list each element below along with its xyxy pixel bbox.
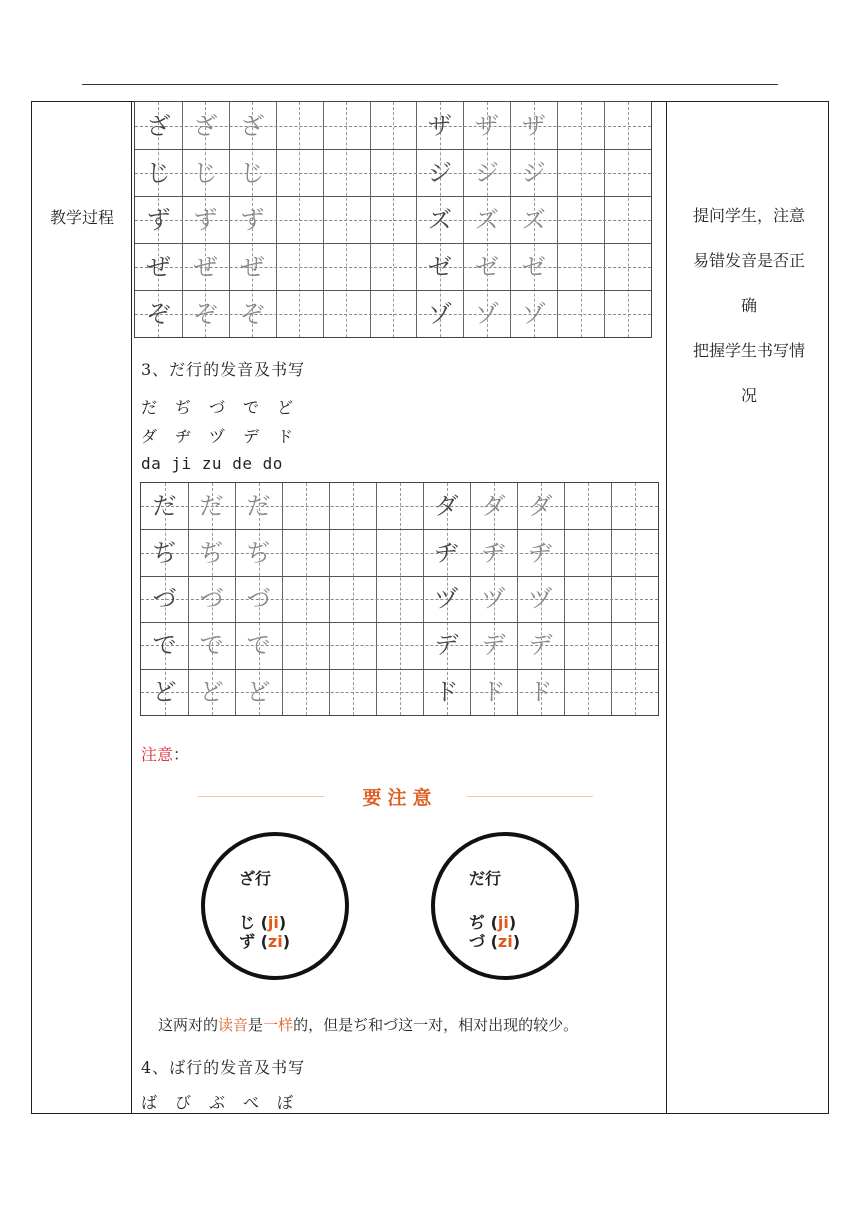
practice-kana-cell: ザ bbox=[474, 111, 499, 140]
practice-kana-cell: ザ bbox=[427, 111, 452, 140]
practice-kana-cell: ヂ bbox=[528, 538, 553, 567]
practice-kana-cell: ず bbox=[240, 205, 265, 234]
grid-row-line bbox=[141, 576, 658, 577]
grid-row-line bbox=[135, 196, 651, 197]
right-note-line: 易错发音是否正 bbox=[692, 251, 805, 270]
practice-kana-cell: デ bbox=[481, 631, 506, 660]
right-note-line: 提问学生，注意 bbox=[692, 206, 805, 225]
practice-kana-cell: ダ bbox=[528, 492, 553, 521]
practice-kana-cell: ざ bbox=[240, 111, 265, 140]
right-note-line: 况 bbox=[740, 386, 757, 405]
practice-kana-cell: で bbox=[152, 631, 177, 660]
writing-grid-za bbox=[134, 101, 652, 338]
notice-title: 要注意 bbox=[362, 787, 438, 809]
circle-title: だ行 bbox=[469, 869, 502, 888]
practice-kana-cell: づ bbox=[199, 585, 224, 613]
practice-kana-cell: ゾ bbox=[427, 299, 452, 328]
practice-kana-cell: ズ bbox=[427, 205, 452, 234]
practice-kana-cell: デ bbox=[528, 631, 553, 660]
right-note-line: 确 bbox=[740, 296, 757, 315]
practice-kana-cell: ジ bbox=[474, 158, 499, 187]
circle-line: づ (zi) bbox=[469, 932, 521, 951]
practice-kana-cell: ゾ bbox=[474, 299, 499, 328]
section-3-heading: 3、だ行的发音及书写 bbox=[141, 360, 306, 379]
practice-kana-cell: ズ bbox=[474, 205, 499, 234]
practice-kana-cell: ジ bbox=[521, 158, 546, 187]
practice-kana-cell: ヅ bbox=[434, 585, 459, 613]
practice-kana-cell: ゼ bbox=[521, 252, 546, 281]
grid-row-line bbox=[141, 622, 658, 623]
notice-rule-right bbox=[467, 796, 593, 797]
table-divider-right bbox=[666, 101, 667, 1114]
grid-row-line bbox=[135, 290, 651, 291]
practice-kana-cell: ざ bbox=[193, 111, 218, 140]
za-row-circle bbox=[201, 832, 349, 980]
practice-kana-cell: ド bbox=[434, 677, 459, 706]
practice-kana-cell: ド bbox=[481, 677, 506, 706]
section-3-romaji: da ji zu de do bbox=[141, 454, 283, 473]
practice-kana-cell: ぞ bbox=[240, 299, 265, 328]
practice-kana-cell: ぜ bbox=[193, 252, 218, 281]
circle-line: ず (zi) bbox=[239, 932, 291, 951]
practice-kana-cell: ど bbox=[199, 677, 224, 706]
practice-kana-cell: ザ bbox=[521, 111, 546, 140]
practice-kana-cell: ダ bbox=[434, 492, 459, 521]
row-label: 教学过程 bbox=[49, 208, 114, 227]
practice-kana-cell: デ bbox=[434, 631, 459, 660]
practice-kana-cell: ぢ bbox=[152, 538, 177, 567]
practice-kana-cell: ヅ bbox=[528, 585, 553, 613]
practice-kana-cell: ぞ bbox=[146, 299, 171, 328]
circle-line: じ (ji) bbox=[239, 913, 287, 932]
practice-kana-cell: ど bbox=[152, 677, 177, 706]
grid-row-line bbox=[135, 243, 651, 244]
table-divider-left bbox=[131, 101, 132, 1114]
practice-kana-cell: ぞ bbox=[193, 299, 218, 328]
attention-word: 注意 bbox=[141, 745, 174, 764]
practice-kana-cell: だ bbox=[199, 492, 224, 521]
practice-kana-cell: ず bbox=[146, 205, 171, 234]
practice-kana-cell: ヂ bbox=[481, 538, 506, 567]
writing-grid-da bbox=[140, 482, 659, 716]
practice-kana-cell: ゼ bbox=[474, 252, 499, 281]
section-4-hiragana: ば び ぶ べ ぼ bbox=[141, 1093, 295, 1112]
practice-kana-cell: づ bbox=[152, 585, 177, 613]
practice-kana-cell: ジ bbox=[427, 158, 452, 187]
practice-kana-cell: ヂ bbox=[434, 538, 459, 567]
section-3-katakana: ダ ヂ ヅ デ ド bbox=[141, 427, 295, 446]
grid-row-line bbox=[141, 529, 658, 530]
da-row-circle bbox=[431, 832, 579, 980]
practice-kana-cell: ダ bbox=[481, 492, 506, 521]
practice-kana-cell: づ bbox=[246, 585, 271, 613]
practice-kana-cell: じ bbox=[193, 158, 218, 187]
section-3-hiragana: だ ぢ づ で ど bbox=[141, 398, 295, 417]
section-4-heading: 4、ば行的发音及书写 bbox=[141, 1058, 306, 1077]
practice-kana-cell: ぜ bbox=[146, 252, 171, 281]
practice-kana-cell: ゼ bbox=[427, 252, 452, 281]
practice-kana-cell: ヅ bbox=[481, 585, 506, 613]
practice-kana-cell: じ bbox=[240, 158, 265, 187]
practice-kana-cell: ズ bbox=[521, 205, 546, 234]
practice-kana-cell: ぢ bbox=[199, 538, 224, 567]
practice-kana-cell: だ bbox=[246, 492, 271, 521]
notice-footnote: 这两对的读音是一样的，但是ぢ和づ这一对，相对出现的较少。 bbox=[158, 1016, 579, 1034]
practice-kana-cell: ず bbox=[193, 205, 218, 234]
practice-kana-cell: で bbox=[246, 631, 271, 660]
header-rule bbox=[82, 84, 778, 85]
practice-kana-cell: ド bbox=[528, 677, 553, 706]
practice-kana-cell: ゾ bbox=[521, 299, 546, 328]
circle-title: ざ行 bbox=[239, 869, 272, 888]
practice-kana-cell: ぜ bbox=[240, 252, 265, 281]
practice-kana-cell: で bbox=[199, 631, 224, 660]
practice-kana-cell: だ bbox=[152, 492, 177, 521]
attention-colon: ： bbox=[173, 745, 190, 764]
attention-label bbox=[141, 742, 189, 765]
practice-kana-cell: じ bbox=[146, 158, 171, 187]
grid-row-line bbox=[135, 149, 651, 150]
right-note-line: 把握学生书写情 bbox=[692, 341, 805, 360]
practice-kana-cell: ざ bbox=[146, 111, 171, 140]
practice-kana-cell: ど bbox=[246, 677, 271, 706]
grid-row-line bbox=[141, 669, 658, 670]
practice-kana-cell: ぢ bbox=[246, 538, 271, 567]
circle-line: ぢ (ji) bbox=[469, 913, 517, 932]
